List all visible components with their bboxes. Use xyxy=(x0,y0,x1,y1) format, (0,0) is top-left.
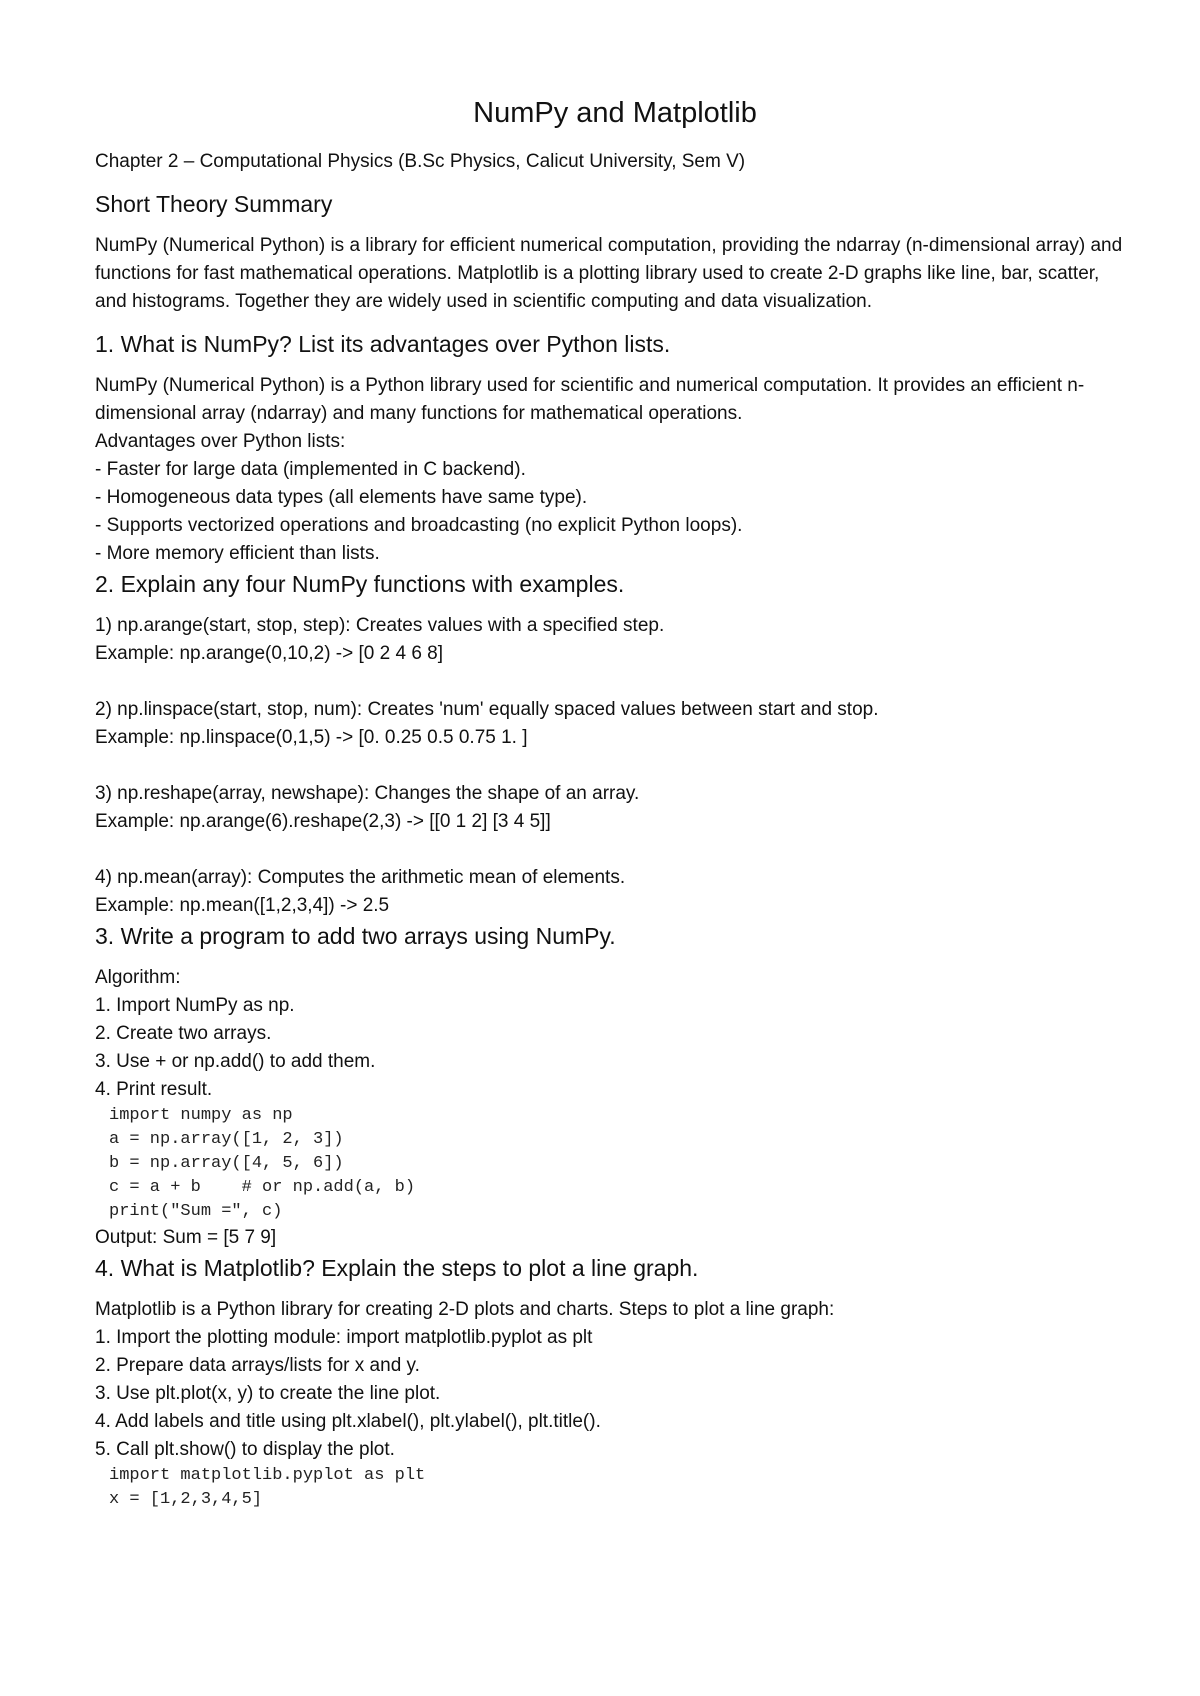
q4-code-line: import matplotlib.pyplot as plt xyxy=(109,1466,426,1485)
q2-function-example: Example: np.mean([1,2,3,4]) -> 2.5 xyxy=(95,895,390,916)
summary-text: NumPy (Numerical Python) is a library for efficient numerical computation, providing the ndarray (n-dimensional array) and functions for fast mathematical operations. Matplotlib is a plotting library used to create 2-D graphs like line, bar, scatter, and histograms. Together they are widely used in scientific computing and data visualization. xyxy=(95,235,1123,312)
q2-function-example: Example: np.linspace(0,1,5) -> [0. 0.25 0.5 0.75 1. ] xyxy=(95,727,528,748)
spacer xyxy=(95,752,1135,780)
q4-step-line: 2. Prepare data arrays/lists for x and y. xyxy=(95,1355,420,1376)
q3-code-line: c = a + b # or np.add(a, b) xyxy=(109,1178,416,1197)
q4-step-line: 1. Import the plotting module: import matplotlib.pyplot as plt xyxy=(95,1327,593,1348)
document-body xyxy=(95,96,1135,1512)
q4-step-line: 4. Add labels and title using plt.xlabel(), plt.ylabel(), plt.title(). xyxy=(95,1411,601,1432)
q3-algorithm-line: 3. Use + or np.add() to add them. xyxy=(95,1051,376,1072)
q1-intro: NumPy (Numerical Python) is a Python library used for scientific and numerical computation. It provides an efficient n-dimensional array (ndarray) and many functions for mathematical operations. xyxy=(95,375,1085,424)
q3-algorithm-line: 2. Create two arrays. xyxy=(95,1023,272,1044)
q4-code-line: x = [1,2,3,4,5] xyxy=(109,1490,263,1509)
q3-code-line: print("Sum =", c) xyxy=(109,1202,283,1221)
q1-line: - More memory efficient than lists. xyxy=(95,543,380,564)
summary-heading: Short Theory Summary xyxy=(95,191,333,217)
q3-code-line: a = np.array([1, 2, 3]) xyxy=(109,1130,344,1149)
q2-function-desc: 3) np.reshape(array, newshape): Changes the shape of an array. xyxy=(95,783,640,804)
q3-algorithm-line: 4. Print result. xyxy=(95,1079,213,1100)
q2-function-desc: 4) np.mean(array): Computes the arithmetic mean of elements. xyxy=(95,867,626,888)
spacer xyxy=(95,668,1135,696)
q2-function-example: Example: np.arange(0,10,2) -> [0 2 4 6 8] xyxy=(95,643,444,664)
q3-output: Output: Sum = [5 7 9] xyxy=(95,1227,277,1248)
q3-code-line: b = np.array([4, 5, 6]) xyxy=(109,1154,344,1173)
q3-heading: 3. Write a program to add two arrays using NumPy. xyxy=(95,923,616,949)
q3-algorithm-line: Algorithm: xyxy=(95,967,181,988)
q3-algorithm-line: 1. Import NumPy as np. xyxy=(95,995,295,1016)
q2-function-desc: 1) np.arange(start, stop, step): Creates values with a specified step. xyxy=(95,615,665,636)
q2-heading: 2. Explain any four NumPy functions with examples. xyxy=(95,571,625,597)
q3-code-line: import numpy as np xyxy=(109,1106,293,1125)
q4-step-line: 5. Call plt.show() to display the plot. xyxy=(95,1439,395,1460)
q4-heading: 4. What is Matplotlib? Explain the steps to plot a line graph. xyxy=(95,1255,699,1281)
q4-step-line: Matplotlib is a Python library for creating 2-D plots and charts. Steps to plot a line graph: xyxy=(95,1299,835,1320)
q1-line: Advantages over Python lists: xyxy=(95,431,346,452)
page-title: NumPy and Matplotlib xyxy=(473,97,757,129)
q4-step-line: 3. Use plt.plot(x, y) to create the line plot. xyxy=(95,1383,441,1404)
q1-heading: 1. What is NumPy? List its advantages over Python lists. xyxy=(95,331,671,357)
spacer xyxy=(95,836,1135,864)
q2-function-desc: 2) np.linspace(start, stop, num): Creates 'num' equally spaced values between start and stop. xyxy=(95,699,879,720)
chapter-subtitle: Chapter 2 – Computational Physics (B.Sc Physics, Calicut University, Sem V) xyxy=(95,151,746,172)
q1-line: - Homogeneous data types (all elements have same type). xyxy=(95,487,588,508)
q1-line: - Faster for large data (implemented in C backend). xyxy=(95,459,526,480)
q2-function-example: Example: np.arange(6).reshape(2,3) -> [[0 1 2] [3 4 5]] xyxy=(95,811,551,832)
q1-line: - Supports vectorized operations and broadcasting (no explicit Python loops). xyxy=(95,515,743,536)
